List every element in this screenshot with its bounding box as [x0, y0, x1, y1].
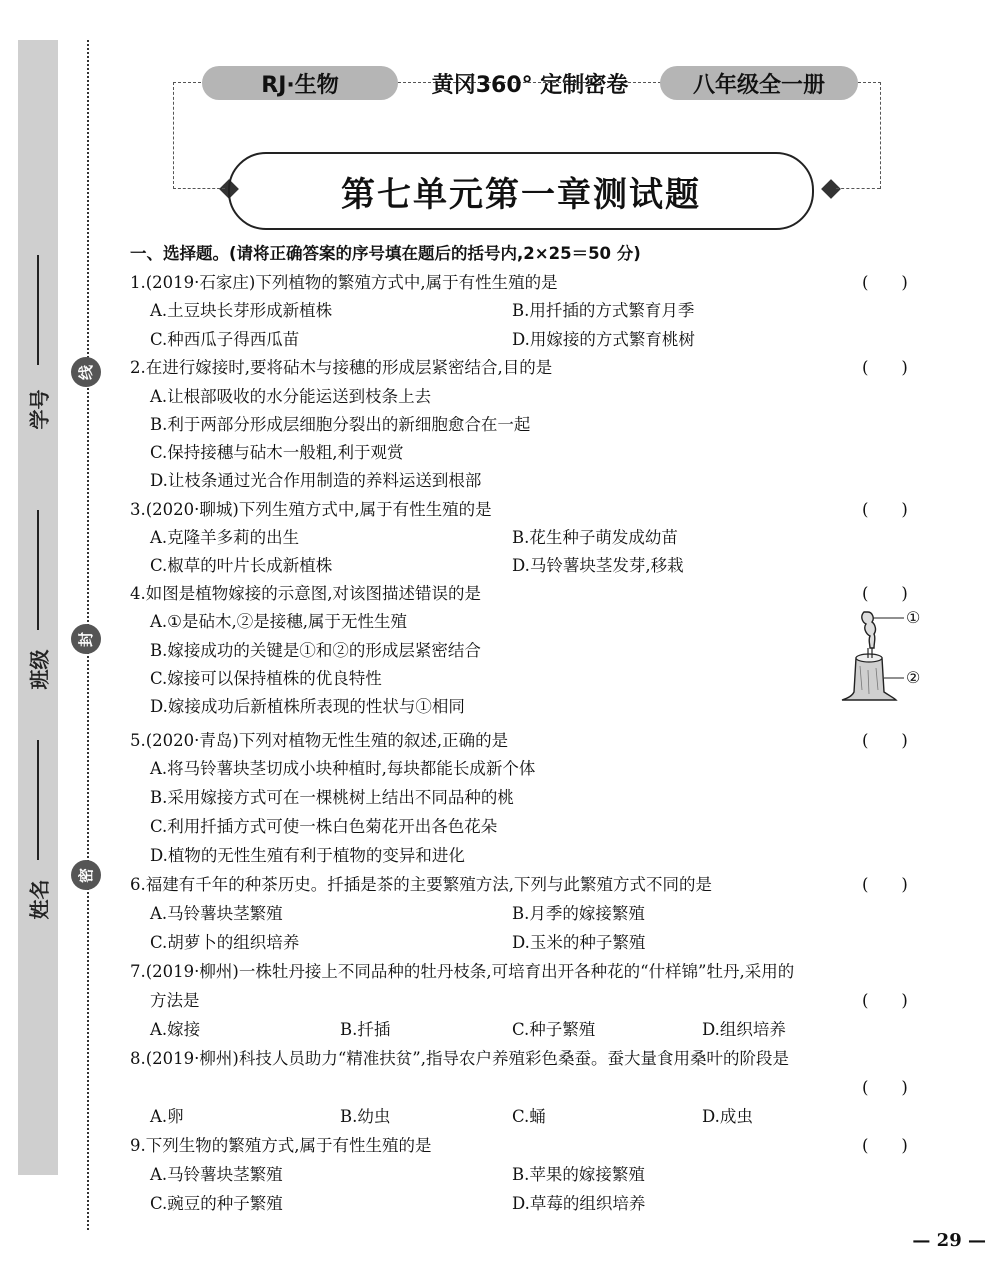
class-label: 班级 [27, 649, 52, 690]
option: B.月季的嫁接繁殖 [512, 904, 645, 923]
option: C.种西瓜子得西瓜苗 [150, 330, 300, 349]
option: C.蛹 [512, 1107, 546, 1126]
section-heading: 一、选择题。(请将正确答案的序号填在题后的括号内,2×25＝50 分) [130, 244, 641, 263]
subject-pill: RJ·生物 [202, 66, 398, 100]
option: D.植物的无性生殖有利于植物的变异和进化 [150, 846, 465, 865]
question-stem: 5.(2020·青岛)下列对植物无性生殖的叙述,正确的是 [130, 731, 509, 750]
option: D.让枝条通过光合作用制造的养料运送到根部 [150, 471, 482, 490]
page-number: — 29 — [912, 1230, 986, 1251]
option: B.扦插 [340, 1020, 391, 1039]
option: A.①是砧木,②是接穗,属于无性生殖 [150, 612, 407, 631]
left-connector [173, 188, 225, 189]
option: B.用扦插的方式繁育月季 [512, 301, 695, 320]
option: B.采用嫁接方式可在一棵桃树上结出不同品种的桃 [150, 788, 514, 807]
question-stem-continued: 方法是 [150, 991, 200, 1010]
option: A.卵 [150, 1107, 184, 1126]
name-line [37, 740, 39, 860]
option: B.花生种子萌发成幼苗 [512, 528, 678, 547]
option: A.将马铃薯块茎切成小块种植时,每块都能长成新个体 [150, 759, 536, 778]
option: A.马铃薯块茎繁殖 [150, 1165, 283, 1184]
option: A.克隆羊多莉的出生 [150, 528, 300, 547]
option: C.胡萝卜的组织培养 [150, 933, 300, 952]
question-stem: 3.(2020·聊城)下列生殖方式中,属于有性生殖的是 [130, 500, 492, 519]
option: B.苹果的嫁接繁殖 [512, 1165, 645, 1184]
option: C.嫁接可以保持植株的优良特性 [150, 669, 382, 688]
page-title: 第七单元第一章测试题 [228, 152, 814, 230]
class-line [37, 510, 39, 630]
option: D.草莓的组织培养 [512, 1194, 646, 1213]
answer-blank[interactable]: ( ) [862, 358, 908, 377]
student-id-label: 学号 [27, 389, 52, 430]
option: B.幼虫 [340, 1107, 391, 1126]
option: D.成虫 [702, 1107, 753, 1126]
option: A.嫁接 [150, 1020, 201, 1039]
option: A.土豆块长芽形成新植株 [150, 301, 333, 320]
question-stem: 6.福建有千年的种茶历史。扦插是茶的主要繁殖方法,下列与此繁殖方式不同的是 [130, 875, 712, 894]
option: A.让根部吸收的水分能运送到枝条上去 [150, 387, 432, 406]
option: C.保持接穗与砧木一般粗,利于观赏 [150, 443, 404, 462]
answer-blank[interactable]: ( ) [862, 273, 908, 292]
question-stem: 9.下列生物的繁殖方式,属于有性生殖的是 [130, 1136, 432, 1155]
figure-label-2: ② [906, 668, 921, 687]
question-stem: 1.(2019·石家庄)下列植物的繁殖方式中,属于有性生殖的是 [130, 273, 558, 292]
binding-mark-secret: 密 [71, 860, 101, 890]
series-title: 黄冈360° 定制密卷 [431, 72, 629, 98]
student-id-line [37, 255, 39, 365]
binding-mark-seal: 封 [71, 624, 101, 654]
option: D.用嫁接的方式繁育桃树 [512, 330, 695, 349]
question-stem: 2.在进行嫁接时,要将砧木与接穗的形成层紧密结合,目的是 [130, 358, 553, 377]
answer-blank[interactable]: ( ) [862, 584, 908, 603]
figure-label-1: ① [906, 608, 921, 627]
question-stem: 4.如图是植物嫁接的示意图,对该图描述错误的是 [130, 584, 481, 603]
question-stem: 8.(2019·柳州)科技人员助力“精准扶贫”,指导农户养殖彩色桑蚕。蚕大量食用桑叶的阶段是 [130, 1049, 789, 1068]
answer-blank[interactable]: ( ) [862, 875, 908, 894]
answer-blank[interactable]: ( ) [862, 731, 908, 750]
answer-blank[interactable]: ( ) [862, 1136, 908, 1155]
option: D.玉米的种子繁殖 [512, 933, 646, 952]
question-stem: 7.(2019·柳州)一株牡丹接上不同品种的牡丹枝条,可培育出开各种花的“什样锦”牡丹,采用的 [130, 962, 795, 981]
answer-blank[interactable]: ( ) [862, 500, 908, 519]
option: A.马铃薯块茎繁殖 [150, 904, 283, 923]
option: C.利用扦插方式可使一株白色菊花开出各色花朵 [150, 817, 498, 836]
answer-blank[interactable]: ( ) [862, 1078, 908, 1097]
option: B.利于两部分形成层细胞分裂出的新细胞愈合在一起 [150, 415, 531, 434]
grade-pill: 八年级全一册 [660, 66, 858, 100]
option: D.嫁接成功后新植株所表现的性状与①相同 [150, 697, 465, 716]
name-label: 姓名 [27, 879, 52, 920]
grafting-diagram [830, 606, 930, 706]
answer-blank[interactable]: ( ) [862, 991, 908, 1010]
option: C.豌豆的种子繁殖 [150, 1194, 283, 1213]
option: D.组织培养 [702, 1020, 786, 1039]
option: D.马铃薯块茎发芽,移栽 [512, 556, 684, 575]
option: B.嫁接成功的关键是①和②的形成层紧密结合 [150, 641, 481, 660]
option: C.椒草的叶片长成新植株 [150, 556, 333, 575]
option: C.种子繁殖 [512, 1020, 596, 1039]
binding-mark-line: 线 [71, 357, 101, 387]
right-connector [836, 188, 880, 189]
